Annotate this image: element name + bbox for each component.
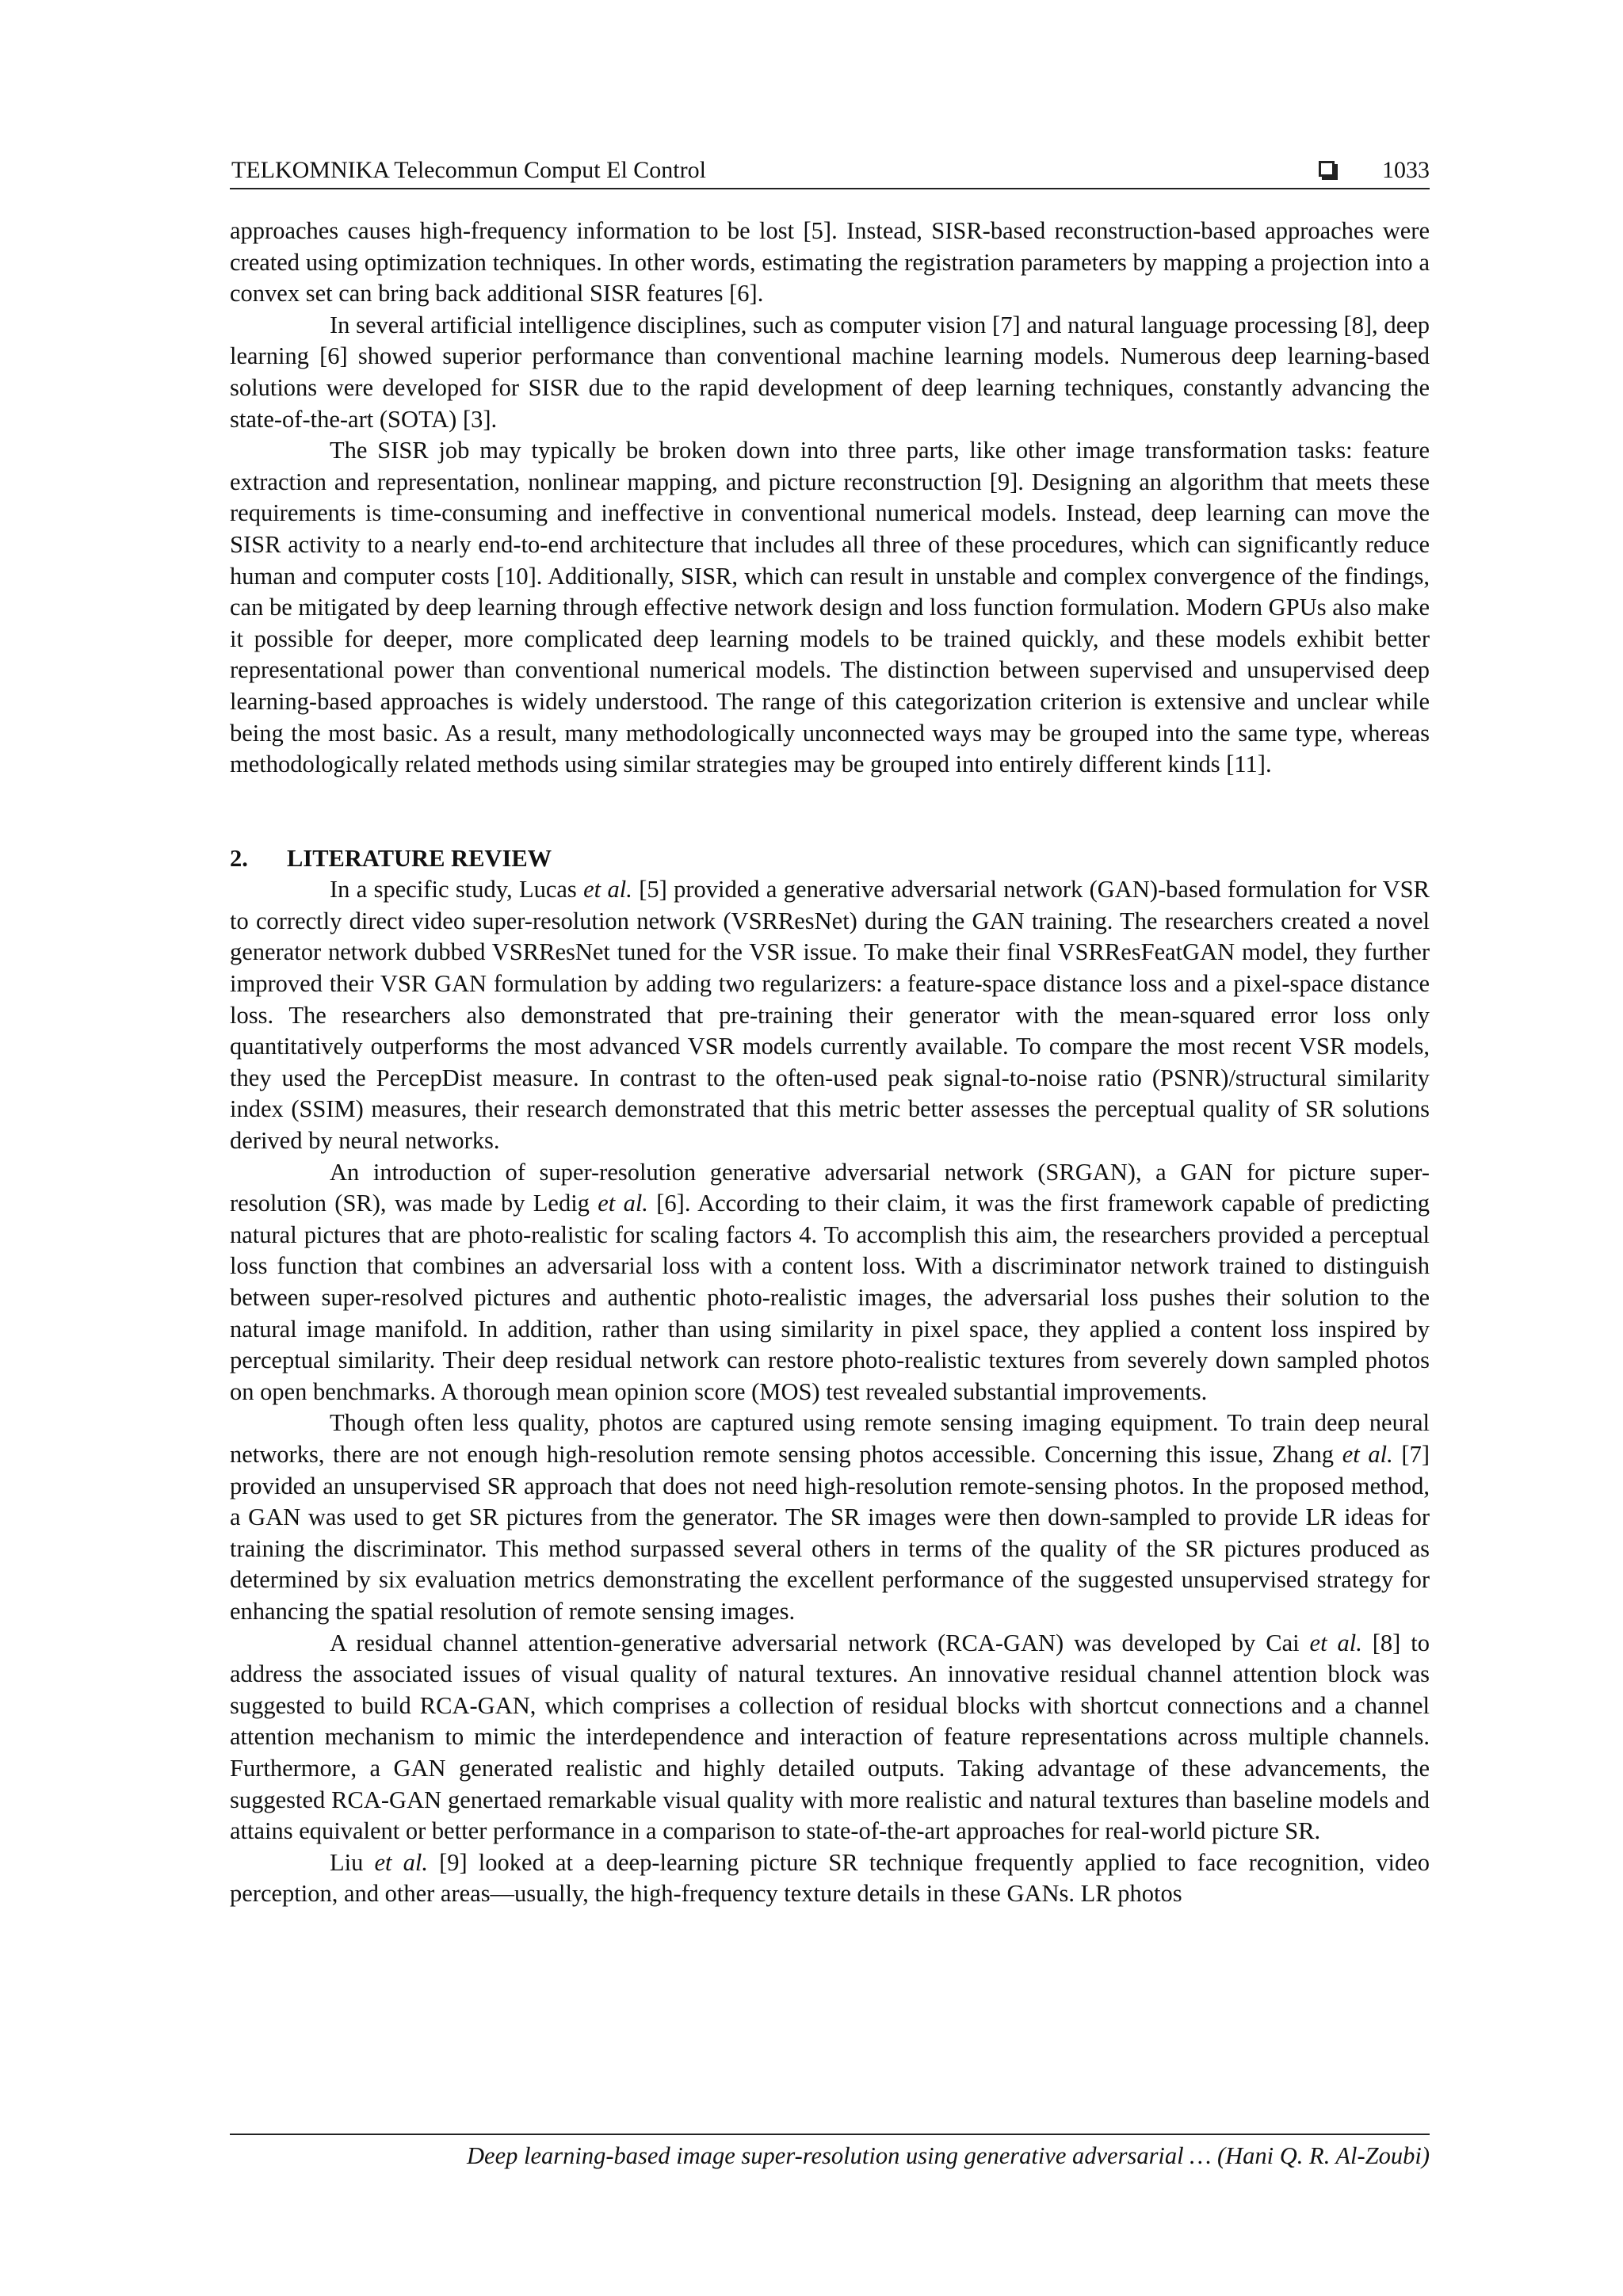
paragraph-lit-1: In a specific study, Lucas et al. [5] provided a generative adversarial network (GAN)-based formulation for VSR to correctly direct video super-resolution network (VSRResNet) during the GAN training. The researchers created a novel generator network dubbed VSRResNet tuned for the VSR issue. To make their final VSRResFeatGAN model, they further improved their VSR GAN formulation by adding two regularizers: a feature-space distance loss and a pixel-space distance loss. The researchers also demonstrated that pre-training their generator with the mean-squared error loss only quantitatively outperforms the most advanced VSR models currently available. To compare the most recent VSR models, they used the PercepDist measure. In contrast to the often-used peak signal-to-noise ratio (PSNR)/structural similarity index (SSIM) measures, their research demonstrated that this metric better assesses the perceptual quality of SR solutions derived by neural networks.	[230, 876, 1430, 1155]
page-footer	[230, 2134, 1430, 2172]
section-number: 2.	[230, 844, 248, 872]
page-number: 1033	[1382, 157, 1430, 183]
paragraph-lit-2: An introduction of super-resolution generative adversarial network (SRGAN), a GAN for picture super-resolution (SR), was made by Ledig et al. [6]. According to their claim, it was the first framework capable of predicting natural pictures that are photo-realistic for scaling factors 4. To accomplish this aim, the researchers provided a perceptual loss function that combines an adversarial loss with a content loss. With a discriminator network trained to distinguish between super-resolved pictures and authentic photo-realistic images, the adversarial loss pushes their solution to the natural image manifold. In addition, rather than using similarity in pixel space, they applied a content loss inspired by perceptual similarity. Their deep residual network can restore photo-realistic textures from severely down sampled photos on open benchmarks. A thorough mean opinion score (MOS) test revealed substantial improvements.	[230, 1158, 1430, 1405]
paragraph-lit-5: Liu et al. [9] looked at a deep-learning picture SR technique frequently applied to face recognition, video perception, and other areas—usually, the high-frequency texture details in these GANs. LR photos	[230, 1848, 1430, 1908]
paragraph-intro-2: In several artificial intelligence disciplines, such as computer vision [7] and natural language processing [8], deep learning [6] showed superior performance than conventional machine learning models. Numerous deep learning-based solutions were developed for SISR due to the rapid development of deep learning techniques, constantly advancing the state-of-the-art (SOTA) [3].	[230, 311, 1430, 433]
page-header	[230, 153, 1430, 189]
journal-title: TELKOMNIKA Telecommun Comput El Control	[231, 157, 706, 183]
square-bullet-icon	[1319, 161, 1335, 177]
paragraph-lit-4: A residual channel attention-generative adversarial network (RCA-GAN) was developed by Cai et al. [8] to address the associated issues of visual quality of natural textures. An innovative residual channel attention block was suggested to build RCA-GAN, which comprises a collection of residual blocks with shortcut connections and a channel attention mechanism to mimic the interdependence and interaction of feature representations across multiple channels. Furthermore, a GAN generated realistic and highly detailed outputs. Taking advantage of these advancements, the suggested RCA-GAN genertaed remarkable visual quality with more realistic and natural textures than baseline models and attains equivalent or better performance in a comparison to state-of-the-art approaches for real-world picture SR.	[230, 1629, 1430, 1845]
running-title: Deep learning-based image super-resolution using generative adversarial … (Hani Q. R. Al-Zoubi)	[467, 2142, 1430, 2169]
section-title: LITERATURE REVIEW	[287, 844, 552, 872]
article-body	[230, 216, 1430, 1910]
paragraph-lit-3: Though often less quality, photos are captured using remote sensing imaging equipment. To train deep neural networks, there are not enough high-resolution remote sensing photos accessible. Concerning this issue, Zhang et al. [7] provided an unsupervised SR approach that does not need high-resolution remote-sensing photos. In the proposed method, a GAN was used to get SR pictures from the generator. The SR images were then down-sampled to provide LR ideas for training the discriminator. This method surpassed several others in terms of the quality of the SR pictures produced as determined by six evaluation metrics demonstrating the excellent performance of the suggested unsupervised strategy for enhancing the spatial resolution of remote sensing images.	[230, 1409, 1430, 1625]
section-heading	[230, 843, 1430, 875]
paragraph-intro-3: The SISR job may typically be broken down into three parts, like other image transformation tasks: feature extraction and representation, nonlinear mapping, and picture reconstruction [9]. Designing an algorithm that meets these requirements is time-consuming and ineffective in conventional numerical models. Instead, deep learning can move the SISR activity to a nearly end-to-end architecture that includes all three of these procedures, which can significantly reduce human and computer costs [10]. Additionally, SISR, which can result in unstable and complex convergence of the findings, can be mitigated by deep learning through effective network design and loss function formulation. Modern GPUs also make it possible for deeper, more complicated deep learning models to be trained quickly, and these models exhibit better representational power than conventional numerical models. The distinction between supervised and unsupervised deep learning-based approaches is widely understood. The range of this categorization criterion is extensive and unclear while being the most basic. As a result, many methodologically unconnected ways may be grouped into the same type, whereas methodologically related methods using similar strategies may be grouped into entirely different kinds [11].	[230, 437, 1430, 778]
paragraph-intro-1: approaches causes high-frequency information to be lost [5]. Instead, SISR-based reconstruction-based approaches were created using optimization techniques. In other words, estimating the registration parameters by mapping a projection into a convex set can bring back additional SISR features [6].	[230, 217, 1430, 308]
